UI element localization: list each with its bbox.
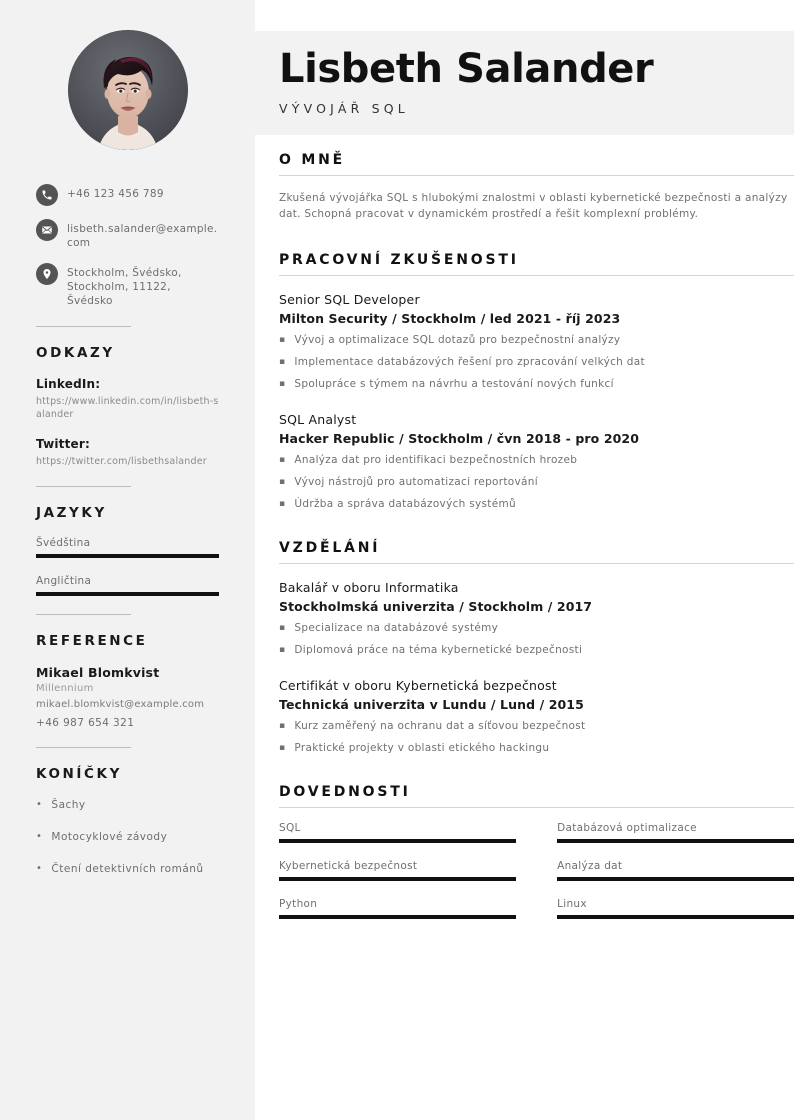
section-about — [279, 152, 794, 222]
section-rule — [279, 275, 794, 276]
bullet-icon: ▪ — [279, 499, 286, 509]
section-heading-experience: PRACOVNÍ ZKUŠENOSTI — [279, 252, 519, 268]
main-content — [255, 0, 794, 1120]
education-bullet — [279, 643, 794, 658]
skill-name: Kybernetická bezpečnost — [279, 860, 418, 872]
section-rule — [279, 175, 794, 176]
job-title: VÝVOJÁŘ SQL — [279, 101, 409, 116]
divider — [36, 614, 131, 615]
skill-item — [557, 822, 794, 843]
bullet-icon: ▪ — [279, 477, 286, 487]
bullet-text: Kurz zaměřený na ochranu dat a síťovou bezpečnost — [294, 720, 586, 732]
experience-bullet — [279, 497, 794, 512]
language-item — [36, 575, 219, 596]
hobbies-list — [36, 798, 219, 876]
reference-email[interactable]: mikael.blomkvist@example.com — [36, 699, 205, 710]
bullet-icon: ▪ — [279, 743, 286, 753]
skill-item — [279, 860, 516, 881]
bullet-icon: ▪ — [279, 379, 286, 389]
education-bullet — [279, 621, 794, 636]
language-item — [36, 537, 219, 558]
skills-grid — [279, 822, 794, 936]
link-url-twitter[interactable]: https://twitter.com/lisbethsalander — [36, 456, 207, 467]
bullet-text: Implementace databázových řešení pro zpracování velkých dat — [294, 356, 645, 368]
language-level-fill — [36, 554, 219, 558]
sidebar-heading-references: REFERENCE — [36, 633, 148, 649]
content-column — [279, 152, 794, 936]
experience-item — [279, 290, 794, 392]
bullet-icon: ▪ — [279, 623, 286, 633]
education-title: Bakalář v oboru Informatika — [279, 580, 459, 595]
bullet-icon: ▪ — [279, 455, 286, 465]
bullet-icon: • — [36, 831, 43, 842]
bullet-text: Vývoj a optimalizace SQL dotazů pro bezpečnostní analýzy — [294, 334, 621, 346]
envelope-icon — [36, 219, 58, 241]
bullet-text: Praktické projekty v oblasti etického hackingu — [294, 742, 550, 754]
skill-name: Databázová optimalizace — [557, 822, 697, 834]
languages-list — [36, 537, 219, 596]
skill-level-bar — [279, 839, 516, 843]
contact-item-email[interactable] — [36, 219, 219, 250]
bullet-icon: ▪ — [279, 721, 286, 731]
skill-level-fill — [557, 915, 794, 919]
bullet-text: Diplomová práce na téma kybernetické bezpečnosti — [294, 644, 583, 656]
language-name: Švédština — [36, 537, 91, 549]
skill-level-bar — [557, 839, 794, 843]
skill-level-fill — [279, 877, 516, 881]
link-url-linkedin[interactable]: https://www.linkedin.com/in/lisbeth-salander — [36, 396, 219, 420]
hobby-item — [36, 862, 219, 876]
section-education — [279, 540, 794, 756]
education-bullet — [279, 719, 794, 734]
experience-bullet — [279, 355, 794, 370]
hobby-label: Čtení detektivních románů — [51, 863, 204, 875]
divider — [36, 486, 131, 487]
sidebar-heading-hobbies: KONÍČKY — [36, 766, 122, 782]
bullet-icon: • — [36, 863, 43, 874]
section-heading-about: O MNĚ — [279, 152, 345, 168]
name-banner — [255, 31, 794, 135]
experience-title: Senior SQL Developer — [279, 292, 420, 307]
sidebar — [0, 0, 255, 1120]
language-level-fill — [36, 592, 219, 596]
bullet-text: Vývoj nástrojů pro automatizaci reportování — [294, 476, 538, 488]
section-experience — [279, 252, 794, 512]
avatar-container — [36, 0, 219, 150]
skill-item — [557, 860, 794, 881]
skill-level-fill — [279, 839, 516, 843]
avatar — [68, 30, 188, 150]
education-meta: Technická univerzita v Lundu / Lund / 2015 — [279, 697, 584, 712]
reference-organization: Millennium — [36, 683, 94, 694]
reference-item — [36, 665, 219, 729]
skill-name: Analýza dat — [557, 860, 623, 872]
experience-meta: Milton Security / Stockholm / led 2021 - říj 2023 — [279, 311, 621, 326]
hobby-item — [36, 798, 219, 812]
skill-level-bar — [557, 915, 794, 919]
hobby-label: Šachy — [51, 799, 86, 811]
bullet-icon: ▪ — [279, 335, 286, 345]
profile-photo-icon — [68, 30, 188, 150]
experience-bullet — [279, 475, 794, 490]
skill-item — [557, 898, 794, 919]
bullet-icon: ▪ — [279, 645, 286, 655]
bullet-text: Analýza dat pro identifikaci bezpečnostních hrozeb — [294, 454, 578, 466]
skill-item — [279, 898, 516, 919]
page-title: Lisbeth Salander — [279, 46, 654, 92]
hobby-item — [36, 830, 219, 844]
bullet-text: Spolupráce s týmem na návrhu a testování nových funkcí — [294, 378, 614, 390]
experience-bullet — [279, 377, 794, 392]
section-heading-education: VZDĚLÁNÍ — [279, 540, 381, 556]
skill-item — [279, 822, 516, 843]
language-name: Angličtina — [36, 575, 92, 587]
skill-level-fill — [557, 839, 794, 843]
contact-item-phone[interactable] — [36, 184, 219, 206]
education-bullet — [279, 741, 794, 756]
bullet-icon: ▪ — [279, 357, 286, 367]
education-meta: Stockholmská univerzita / Stockholm / 2017 — [279, 599, 593, 614]
divider — [36, 326, 131, 327]
address-value: Stockholm, Švédsko, Stockholm, 11122, Švédsko — [67, 267, 182, 307]
contact-list — [36, 184, 219, 308]
skill-name: Linux — [557, 898, 587, 910]
bullet-text: Specializace na databázové systémy — [294, 622, 499, 634]
phone-icon — [36, 184, 58, 206]
skill-level-bar — [557, 877, 794, 881]
reference-phone[interactable]: +46 987 654 321 — [36, 717, 135, 729]
sidebar-heading-links: ODKAZY — [36, 345, 115, 361]
location-pin-icon — [36, 263, 58, 285]
section-skills — [279, 784, 794, 936]
education-title: Certifikát v oboru Kybernetická bezpečnost — [279, 678, 557, 693]
experience-bullet — [279, 333, 794, 348]
about-text: Zkušená vývojářka SQL s hlubokými znalostmi v oblasti kybernetické bezpečnosti a analýzy dat. Schopná pracovat v dynamickém prostředí a řešit komplexní problémy. — [279, 192, 788, 220]
language-level-bar — [36, 554, 219, 558]
reference-name: Mikael Blomkvist — [36, 665, 160, 680]
experience-title: SQL Analyst — [279, 412, 357, 427]
education-item — [279, 578, 794, 658]
contact-item-address[interactable] — [36, 263, 219, 308]
experience-bullet — [279, 453, 794, 468]
bullet-icon: • — [36, 799, 43, 810]
experience-item — [279, 410, 794, 512]
skill-level-fill — [279, 915, 516, 919]
skill-name: Python — [279, 898, 318, 910]
link-label-linkedin: LinkedIn: — [36, 377, 101, 391]
education-item — [279, 676, 794, 756]
bullet-text: Údržba a správa databázových systémů — [294, 498, 516, 510]
skill-level-bar — [279, 877, 516, 881]
sidebar-heading-languages: JAZYKY — [36, 505, 107, 521]
skill-level-fill — [557, 877, 794, 881]
links-list — [36, 377, 219, 468]
section-heading-skills: DOVEDNOSTI — [279, 784, 411, 800]
experience-meta: Hacker Republic / Stockholm / čvn 2018 - pro 2020 — [279, 431, 640, 446]
section-rule — [279, 563, 794, 564]
skill-level-bar — [279, 915, 516, 919]
hobby-label: Motocyklové závody — [51, 831, 168, 843]
section-rule — [279, 807, 794, 808]
email-value: lisbeth.salander@example.com — [67, 223, 218, 249]
link-label-twitter: Twitter: — [36, 437, 90, 451]
skill-name: SQL — [279, 822, 301, 834]
phone-value: +46 123 456 789 — [67, 188, 164, 200]
divider — [36, 747, 131, 748]
language-level-bar — [36, 592, 219, 596]
